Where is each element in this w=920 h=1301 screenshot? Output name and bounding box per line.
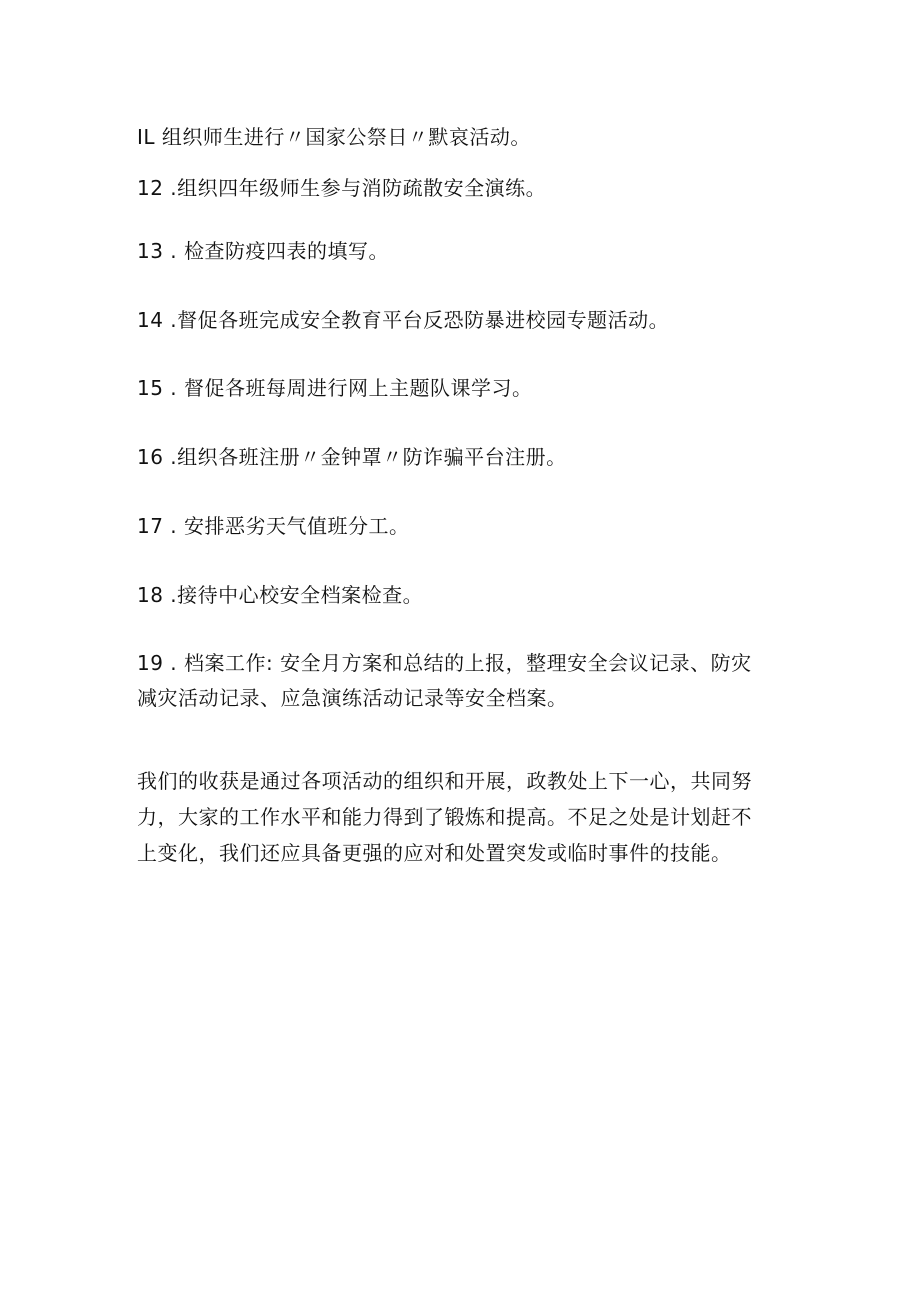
summary-line-1: 我们的收获是通过各项活动的组织和开展，政教处上下一心，共同努 [137, 769, 752, 793]
list-item-19-line-1: 19 . 档案工作: 安全月方案和总结的上报，整理安全会议记录、防灾 [137, 651, 752, 675]
summary-paragraph [137, 768, 797, 866]
list-item-19-line-2: 减灾活动记录、应急演练活动记录等安全档案。 [137, 686, 568, 710]
summary-line-3: 上变化，我们还应具备更强的应对和处置突发或临时事件的技能。 [137, 841, 732, 865]
list-item-14: 14 .督促各班完成安全教育平台反恐防暴进校园专题活动。 [137, 308, 670, 332]
list-item-11: IL 组织师生进行〃国家公祭日〃默哀活动。 [137, 125, 531, 149]
list-item-15: 15 . 督促各班每周进行网上主题队课学习。 [137, 376, 533, 400]
list-item-17: 17 . 安排恶劣天气值班分工。 [137, 514, 410, 538]
list-item-19 [137, 650, 797, 711]
list-item-12: 12 .组织四年级师生参与消防疏散安全演练。 [137, 176, 547, 200]
list-item-16: 16 .组织各班注册〃金钟罩〃防诈骗平台注册。 [137, 445, 567, 469]
list-item-18: 18 .接待中心校安全档案检查。 [137, 583, 424, 607]
list-item-13: 13 . 检查防疫四表的填写。 [137, 239, 390, 263]
summary-line-2: 力，大家的工作水平和能力得到了锻炼和提高。不足之处是计划赶不 [137, 805, 752, 829]
